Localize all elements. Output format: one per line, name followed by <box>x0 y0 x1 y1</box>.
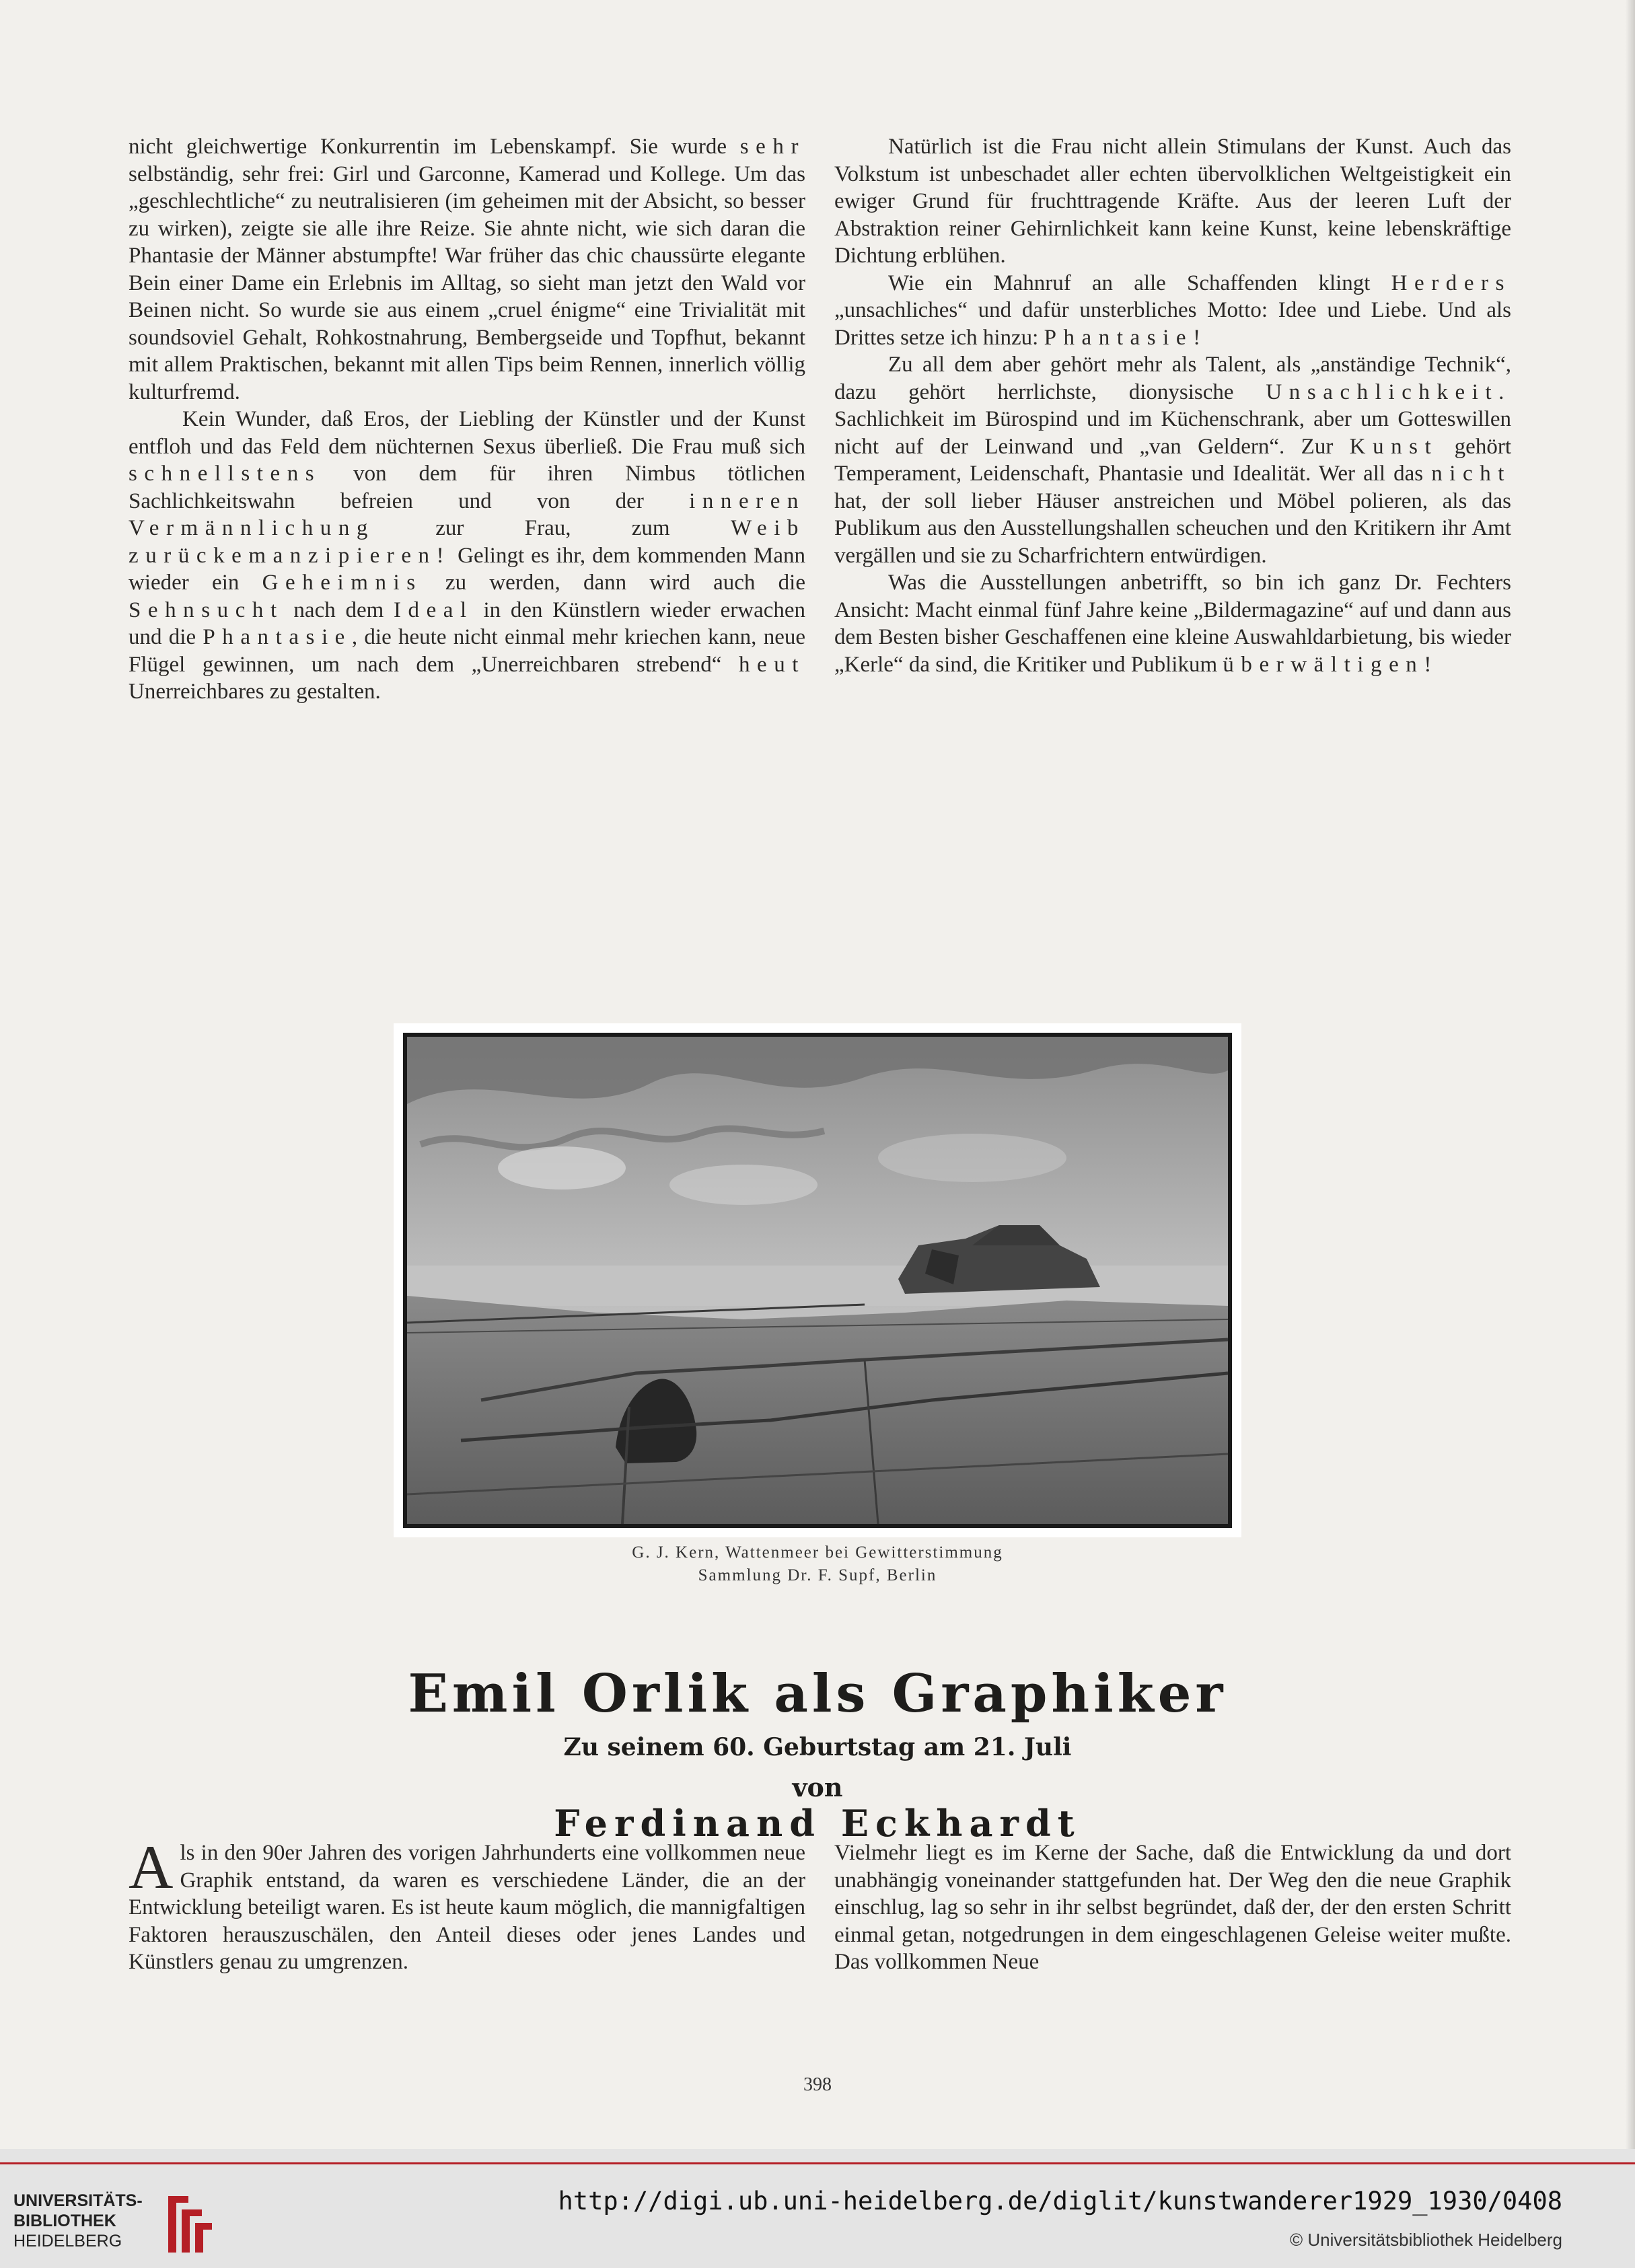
paragraph: nicht gleichwertige Konkurrentin im Lebenskampf. Sie wurde sehr selbständig, sehr frei: Girl und Garconne, Kamerad und Kollege. Um das „geschlechtliche“ zu neutralisieren (im geheimen mit der Absicht, so besser zu wirken), zeigte sie alle ihre Reize. Sie ahnte nicht, wie sich daran die Phantasie der Männer abstumpfte! War früher das chic chaussürte elegante Bein einer Dame ein Erlebnis im Alltag, so sieht man jetzt den Wald vor Beinen nicht. So wurde sie aus einem „cruel énigme“ eine Trivialität mit soundsoviel Gehalt, Rohkostnahrung, Bembergseide und Topfhut, bekannt mit allem Praktischen, bekannt mit allen Tips beim Rennen, innerlich völlig kulturfremd. <box>129 135 805 404</box>
text-column-right-top <box>834 133 1511 678</box>
landscape-illustration <box>394 1023 1241 1537</box>
article-subtitle: Zu seinem 60. Geburtstag am 21. Juli <box>563 1733 1072 1761</box>
drop-cap: A <box>129 1833 174 1901</box>
image-caption: G. J. Kern, Wattenmeer bei Gewitterstimmung <box>632 1543 1003 1562</box>
copyright-notice: © Universitätsbibliothek Heidelberg <box>1289 2230 1562 2250</box>
paragraph: Kein Wunder, daß Eros, der Liebling der Künstler und der Kunst entfloh und das Feld dem nüchternen Sexus überließ. Die Frau muß sich schnellstens von dem für ihren Nimbus tötlichen Sachlichkeitswahn befreien und von der inneren Vermännlichung zur Frau, zum Weib zurückemanzipieren! Gelingt es ihr, dem kommenden Mann wieder ein Geheimnis zu werden, dann wird auch die Sehnsucht nach dem Ideal in den Künstlern wieder erwachen und die Phantasie, die heute nicht einmal mehr kriechen kann, neue Flügel gewinnen, um nach dem „Unerreichbaren strebend“ heut Unerreichbares zu gestalten. <box>129 407 806 704</box>
article-author: Ferdinand Eckhardt <box>554 1802 1081 1845</box>
library-logo-icon <box>161 2191 215 2258</box>
library-logo-text: UNIVERSITÄTS- BIBLIOTHEK HEIDELBERG <box>13 2191 143 2251</box>
paragraph: Als in den 90er Jahren des vorigen Jahrhunderts eine vollkommen neue Graphik entstand, da waren es verschiedene Länder, die an der Entwicklung beteiligt waren. Es ist heute kaum möglich, die mannigfaltigen Faktoren herauszuschälen, den Anteil dieses oder jenes Landes und Künstlers genau zu umgrenzen. <box>129 1833 805 1974</box>
byline-von: von <box>792 1772 843 1802</box>
article-title: Emil Orlik als Graphiker <box>408 1663 1227 1724</box>
source-url[interactable]: http://digi.ub.uni-heidelberg.de/diglit/kunstwanderer1929_1930/0408 <box>558 2187 1562 2216</box>
text-column-left-bottom <box>129 1833 805 1976</box>
paragraph: Wie ein Mahnruf an alle Schaffenden klingt Herders „unsachliches“ und dafür unsterbliches Motto: Idee und Liebe. Und als Drittes setze ich hinzu: Phantasie! <box>834 270 1511 350</box>
page-number: 398 <box>803 2074 832 2095</box>
viewer-footer <box>0 2149 1635 2268</box>
text-column-right-bottom <box>834 1839 1511 1976</box>
paragraph: Vielmehr liegt es im Kerne der Sache, daß die Entwicklung da und dort unabhängig voneinander stattgefunden hat. Der Weg den die neue Graphik einschlug, lag so sehr in ihr selbst begründet, daß der, der den ersten Schritt einmal getan, notgedrungen in dem eingeschlagenen Geleise weiter mußte. Das vollkommen Neue <box>834 1841 1511 1974</box>
paragraph: Natürlich ist die Frau nicht allein Stimulans der Kunst. Auch das Volkstum ist unbeschadet aller echten übervolklichen Weltgeistigkeit ein ewiger Grund für fruchttragende Kräfte. Aus der leeren Luft der Abstraktion reiner Gehirnlichkeit kann keine Kunst, keine lebenskräftige Dichtung erblühen. <box>834 135 1511 268</box>
wadden-sea-picture <box>394 1023 1241 1537</box>
paragraph: Zu all dem aber gehört mehr als Talent, als „anständige Technik“, dazu gehört herrlichste, dionysische Unsachlichkeit. Sachlichkeit im Bürospind und im Küchenschrank, aber um Gotteswillen nicht auf der Leinwand und „van Geldern“. Zur Kunst gehört Temperament, Leidenschaft, Phantasie und Idealität. Wer all das nicht hat, der soll lieber Häuser anstreichen und Möbel polieren, als das Publikum aus den Ausstellungshallen scheuchen und den Kritikern ihr Amt vergällen und sie zu Scharfrichtern entwürdigen. <box>834 353 1511 568</box>
text-column-left-top <box>129 133 805 706</box>
footer-divider <box>0 2162 1635 2164</box>
paragraph: Was die Ausstellungen anbetrifft, so bin ich ganz Dr. Fechters Ansicht: Macht einmal fünf Jahre keine „Bildermagazine“ auf und dann aus dem Besten bisher Geschaffenen eine kleine Auswahldarbietung, bis wieder „Kerle“ da sind, die Kritiker und Publikum überwältigen! <box>834 571 1511 677</box>
image-credit: Sammlung Dr. F. Supf, Berlin <box>698 1566 937 1584</box>
